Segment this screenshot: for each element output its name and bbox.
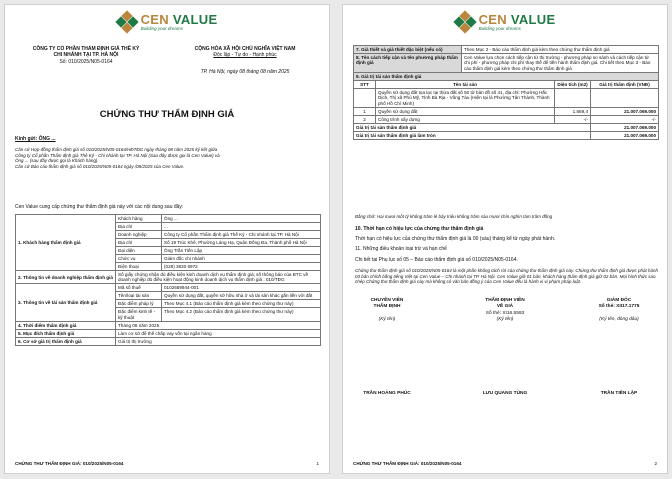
nation-header: CỘNG HÒA XÃ HỘI CHỦ NGHĨA VIỆT NAM	[194, 46, 296, 52]
field-key: Điện thoại	[116, 263, 162, 271]
total-label: Giá trị tài sản thẩm định giá	[354, 124, 591, 132]
section-6-value: Giá trị thị trường	[116, 337, 321, 345]
company-name: CÔNG TY CỔ PHẦN THẨM ĐỊNH GIÁ THẾ KỶ	[32, 46, 140, 52]
field-key: Địa chỉ	[116, 239, 162, 247]
table-row	[16, 321, 321, 329]
cen-value-logo	[5, 12, 329, 32]
rounded-total-label: Giá trị tài sản thẩm định giá làm tròn	[354, 132, 591, 140]
document-page-1	[4, 4, 330, 474]
field-key: Địa chỉ	[116, 223, 162, 231]
signer-title-2: VỀ GIÁ	[496, 304, 514, 310]
field-key: Doanh nghiệp	[116, 231, 162, 239]
logo-brand-a: CEN	[478, 12, 511, 27]
logo-tagline: Building your dreams	[140, 26, 183, 31]
cen-value-logo	[343, 12, 667, 32]
asset-value: -/-	[591, 116, 659, 124]
field-key: Mã số thuế	[116, 284, 162, 292]
row-number: 1	[354, 108, 376, 116]
card-number: Số thẻ: XII17.1775	[598, 304, 640, 310]
doc-number: Số: 010/2025/N05-0164	[59, 58, 113, 65]
footer-text: CHỨNG THƯ THẨM ĐỊNH GIÁ: 010/2025/N05-0164	[353, 461, 462, 466]
section-5-value: Làm cơ sở để thế chấp vay vốn tại ngân hàng	[116, 329, 321, 337]
certificate-table-1	[15, 214, 321, 346]
intro-text: Cen Value cung cấp chứng thư thẩm định giá này với các nội dung sau đây:	[15, 204, 184, 210]
section-11-heading: 11. Những điều khoản loại trừ và hạn chế	[355, 246, 447, 252]
field-value: Số 19 Trúc Khê, Phường Láng Hạ, Quận Đống Đa, Thành phố Hà Nội	[162, 239, 321, 247]
table-header-row	[354, 81, 659, 89]
field-value: Công ty Cổ phần Thẩm định giá Thế Kỷ - Chi nhánh tại TP. Hà Nội	[162, 231, 321, 239]
certificate-table-2	[353, 45, 659, 81]
table-row	[354, 132, 659, 140]
table-row	[354, 108, 659, 116]
asset-name: Công trình xây dựng	[376, 116, 555, 124]
section-1-label: 1. Khách hàng thẩm định giá	[16, 215, 116, 271]
cen-value-logo-icon	[455, 12, 475, 32]
total-value: 21.007.069.000	[591, 124, 659, 132]
asset-description: Quyền sử dụng đất tọa lạc tại thửa đất số 50 tờ bản đồ số 41, địa chỉ: Phường Hắc Dịch, Thị xã Phú Mỹ, Tỉnh Bà Rịa - Vũng Tàu (Hiện tại là Phường Tân Thành, Thành phố Hồ Chí Minh)	[376, 89, 555, 108]
field-key: Khách hàng	[116, 215, 162, 223]
table-row	[354, 46, 659, 54]
field-key: Đại diện	[116, 247, 162, 255]
signer-title-2: THẨM ĐỊNH	[373, 304, 401, 310]
field-value: ...	[162, 223, 321, 231]
column-header: Diện tích (m2)	[555, 81, 591, 89]
column-header: Giá trị thẩm định (VNĐ)	[591, 81, 659, 89]
section-11-text: Chi tiết tại Phụ lục số 05 – Báo cáo thẩm định giá số 010/2025/N05-0164.	[355, 257, 518, 263]
table-row	[16, 284, 321, 292]
rounded-total-value: 21.007.069.000	[591, 132, 659, 140]
section-5-label: 5. Mục đích thẩm định giá	[16, 329, 116, 337]
table-row	[16, 215, 321, 223]
field-value: 0102689944-001	[162, 284, 321, 292]
field-value: (028) 3820 6972	[162, 263, 321, 271]
table-row	[354, 116, 659, 124]
cen-value-logo-icon	[117, 12, 137, 32]
field-key: Đặc điểm kinh tế - kỹ thuật	[116, 308, 162, 321]
table-row	[16, 329, 321, 337]
company-branch: CHI NHÁNH TẠI TP. HÀ NỘI	[53, 52, 119, 59]
section-7-value: Theo Mục 2 - Báo cáo thẩm định giá kèm theo chứng thư thẩm định giá	[462, 46, 659, 54]
field-value: Theo Mục 4.2 (Báo cáo thẩm định giá kèm theo chứng thư này)	[162, 308, 321, 321]
table-row	[354, 89, 659, 108]
legal-bases	[15, 147, 321, 169]
section-10-heading: 10. Thời hạn có hiệu lực của chứng thư thẩm định giá	[355, 226, 484, 232]
field-value: Giám đốc chi nhánh	[162, 255, 321, 263]
motto: Độc lập - Tự do - Hạnh phúc	[213, 52, 277, 59]
asset-area: -/-	[555, 116, 591, 124]
signature-note: (Ký tên, đóng dấu)	[599, 316, 639, 322]
signature-block-appraiser	[347, 298, 427, 397]
table-row	[354, 124, 659, 132]
signature-note: (Ký tên)	[496, 316, 514, 322]
section-2-value: Số giấy chứng nhận đủ điều kiện kinh doanh dịch vụ thẩm định giá; số thông báo của BTC về doanh nghiệp đủ điều kiện hoạt động kinh doanh dịch vụ thẩm định giá : 010/TĐG	[116, 271, 321, 284]
signature-note: (Ký tên)	[378, 316, 396, 322]
basis-line: Căn cứ Báo cáo thẩm định giá số 010/2025/N05-0164 ngày /08/2025 của Cen Value.	[15, 163, 185, 169]
signature-block-valuer	[465, 298, 545, 397]
asset-value: 21.007.069.000	[591, 108, 659, 116]
section-7-label: 7. Giả thiết và giả thiết đặc biệt (nếu có)	[354, 46, 462, 54]
signer-name: TRẦN HOÀNG PHÚC	[363, 390, 411, 396]
field-value: Theo Mục 4.1 (Báo cáo thẩm định giá kèm theo chứng thư này)	[162, 300, 321, 308]
closing-paragraph: Chứng thư thẩm định giá số 010/2025/N05-0164 là một phần không tách rời của chứng thư thẩm định giá này. Chứng thư thẩm định giá được phát hành 03 bản chính bằng tiếng Việt tại Cen Value – Chi nhánh tại TP. Hà Nội. Cen Value giữ 01 bản, khách hàng thẩm định giá giữ 02 bản. Mọi hình thức sao chép Chứng thư thẩm định giá này mà không có văn bản đồng ý của Cen Value đều là hành vi vi phạm pháp luật.	[355, 268, 659, 285]
logo-brand-b: VALUE	[172, 12, 218, 27]
recipient: Kính gửi: ÔNG ...	[15, 136, 56, 142]
signer-title: CHUYÊN VIÊN	[370, 298, 404, 303]
field-key: Tên/loại tài sản	[116, 292, 162, 300]
section-4-value: Tháng 08 năm 2025	[116, 321, 321, 329]
table-row	[16, 337, 321, 345]
field-value: Ông Trần Tiến Lập	[162, 247, 321, 255]
document-page-2	[342, 4, 668, 474]
field-key: Chức vụ	[116, 255, 162, 263]
valuation-table	[353, 80, 659, 140]
section-6-label: 6. Cơ sở giá trị thẩm định giá	[16, 337, 116, 345]
signer-name: TRẦN TIẾN LẬP	[600, 390, 638, 396]
section-8-value: Cen Value lựa chọn cách tiếp cận từ thị trường - phương pháp so sánh và cách tiếp cận từ chi phí - phương pháp chi phí thay thế để tiến hành thẩm định giá. Chi tiết theo Mục 3 - Báo cáo thẩm định giá kèm theo chứng thư thẩm định giá	[462, 54, 659, 73]
field-key: Đặc điểm pháp lý	[116, 300, 162, 308]
logo-brand-a: CEN	[140, 12, 173, 27]
logo-brand-b: VALUE	[510, 12, 556, 27]
footer-text: CHỨNG THƯ THẨM ĐỊNH GIÁ: 010/2025/N05-0164	[15, 461, 124, 466]
column-header: Tên tài sản	[376, 81, 555, 89]
table-row	[354, 54, 659, 73]
basis-line: Công ty Cổ phần Thẩm định giá Thế Kỷ - Chi nhánh tại TP. Hà Nội (Sau đây được gọi là Cen Value) và	[15, 152, 220, 158]
asset-name: Quyền sử dụng đất	[376, 108, 555, 116]
basis-line: Ông ... (sau đây được gọi là Khách hàng).	[15, 158, 99, 164]
section-4-label: 4. Thời điểm thẩm định giá	[16, 321, 116, 329]
page-footer	[353, 461, 657, 466]
card-number: Số thẻ: XI16.5593	[485, 310, 525, 316]
page-number: 1	[316, 461, 319, 466]
issue-date: TP. Hà Nội, ngày 08 tháng 08 năm 2025	[200, 69, 290, 75]
amount-in-words: Bằng chữ: Hai mươi mốt tỷ không trăm lẻ bảy triệu không trăm sáu mươi chín nghìn tám trăm đồng	[355, 214, 553, 219]
signer-title: THẨM ĐỊNH VIÊN	[485, 298, 525, 303]
section-2-label: 2. Thông tin về doanh nghiệp thẩm định giá	[16, 271, 116, 284]
section-10-text: Thời hạn có hiệu lực của chứng thư thẩm định giá là 00 (sáu) tháng kể từ ngày phát hành.	[355, 236, 556, 242]
asset-area: 1.669,4	[555, 108, 591, 116]
signer-title: GIÁM ĐỐC	[606, 298, 632, 303]
section-9-label: 9. Giá trị tài sản thẩm định giá	[354, 72, 659, 80]
basis-line: Căn cứ Hợp đồng thẩm định giá số 010/2025/N05-0164/HĐTĐG ngày tháng 08 năm 2025 ký kết giữa	[15, 147, 218, 152]
field-value: Quyền sử dụng đất, quyền sở hữu nhà ở và tài sản khác gắn liền với đất	[162, 292, 321, 300]
field-value: Ông ...	[162, 215, 321, 223]
logo-tagline: Building your dreams	[478, 26, 521, 31]
signature-block-director	[579, 298, 659, 397]
section-3-label: 3. Thông tin về tài sản thẩm định giá	[16, 284, 116, 321]
table-row	[354, 72, 659, 80]
table-row	[16, 271, 321, 284]
row-number: 2	[354, 116, 376, 124]
section-8-label: 8. Tên cách tiếp cận và tên phương pháp thẩm định giá	[354, 54, 462, 73]
column-header: STT	[354, 81, 376, 89]
page-number: 2	[654, 461, 657, 466]
signer-name: LƯU QUANG TÙNG	[482, 391, 528, 397]
document-title: CHỨNG THƯ THẨM ĐỊNH GIÁ	[99, 109, 235, 120]
page-footer	[15, 461, 319, 466]
